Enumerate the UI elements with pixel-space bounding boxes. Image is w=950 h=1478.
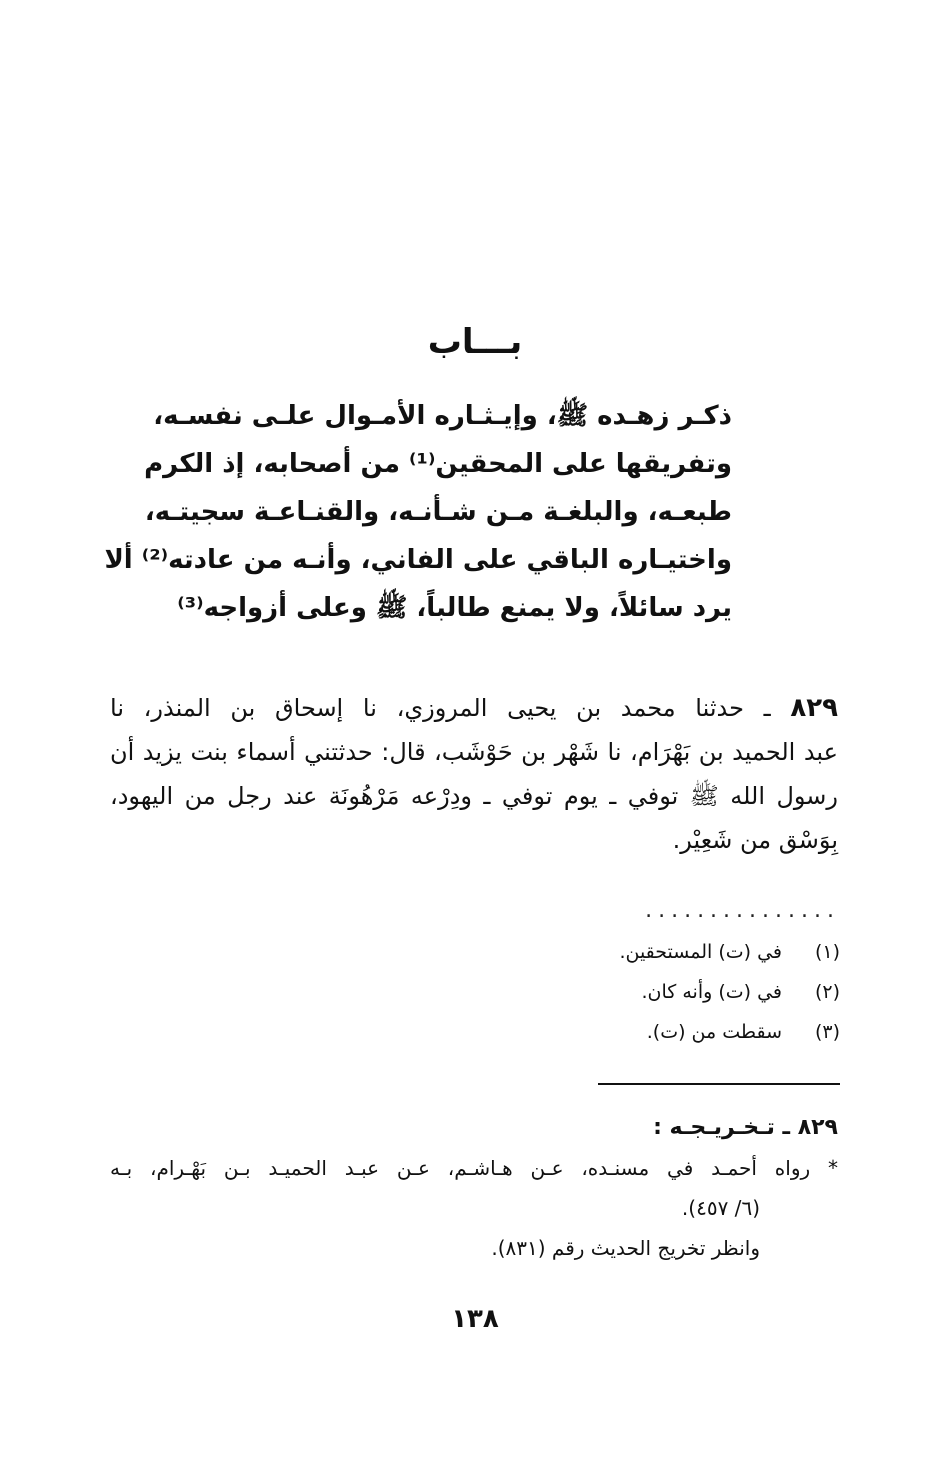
- footnote-number: (٣): [814, 1021, 840, 1043]
- page-number: ١٣٨: [451, 1304, 499, 1334]
- takhrij-section: [110, 1108, 838, 1268]
- heading-line: واختيـاره الباقي على الفاني، وأنـه من عادته⁽²⁾ ألا: [104, 545, 732, 575]
- footnote-text: سقطت من (ت).: [646, 1021, 782, 1043]
- chapter-heading: [104, 392, 732, 632]
- footnote-divider-dots: ...............: [645, 898, 840, 923]
- heading-line: ذكـر زهـده ﷺ، وإيـثـاره الأمـوال علـى نفسـه،: [153, 401, 732, 431]
- footnote-text: في (ت) وأنه كان.: [641, 981, 782, 1003]
- hadith-line: بِوَسْق من شَعِيْر.: [672, 826, 838, 854]
- footnote-item: [440, 1012, 840, 1052]
- footnotes-list: [440, 932, 840, 1052]
- footnote-text: في (ت) المستحقين.: [619, 941, 782, 963]
- heading-line: يرد سائلاً، ولا يمنع طالباً، ﷺ وعلى أزواجه⁽³⁾: [177, 593, 732, 623]
- takhrij-title: ٨٢٩ ـ تـخـريـجـه :: [653, 1115, 838, 1140]
- heading-line: وتفريقها على المحقين⁽¹⁾ من أصحابه، إذ الكرم: [144, 449, 732, 479]
- footnote-item: [440, 932, 840, 972]
- hadith-line: [110, 686, 838, 730]
- section-separator: [598, 1083, 840, 1085]
- chapter-title: بـــاب: [427, 322, 523, 362]
- hadith-text: [110, 686, 838, 862]
- hadith-number: ٨٢٩: [790, 693, 838, 723]
- hadith-line: عبد الحميد بن بَهْرَام، نا شَهْر بن حَوْشَب، قال: حدثتني أسماء بنت يزيد أن: [110, 738, 838, 766]
- heading-line: طبعـه، والبلغـة مـن شـأنـه، والقنـاعـة سجيتـه،: [144, 497, 732, 527]
- footnote-item: [440, 972, 840, 1012]
- takhrij-line: (٦/ ٤٥٧).: [681, 1196, 760, 1220]
- hadith-line: رسول الله ﷺ توفي ـ يوم توفي ـ ودِرْعه مَرْهُونَة عند رجل من اليهود،: [110, 782, 838, 810]
- takhrij-line: * رواه أحمـد في مسنـده، عـن هـاشـم، عـن عبـد الحميـد بـن بَهْـرام، بـه: [110, 1156, 838, 1180]
- footnote-number: (٢): [814, 981, 840, 1003]
- takhrij-line: وانظر تخريج الحديث رقم (٨٣١).: [491, 1236, 760, 1260]
- hadith-line-text: ـ حدثنا محمد بن يحيى المروزي، نا إسحاق بن المنذر، نا: [110, 694, 771, 722]
- footnote-number: (١): [814, 941, 840, 963]
